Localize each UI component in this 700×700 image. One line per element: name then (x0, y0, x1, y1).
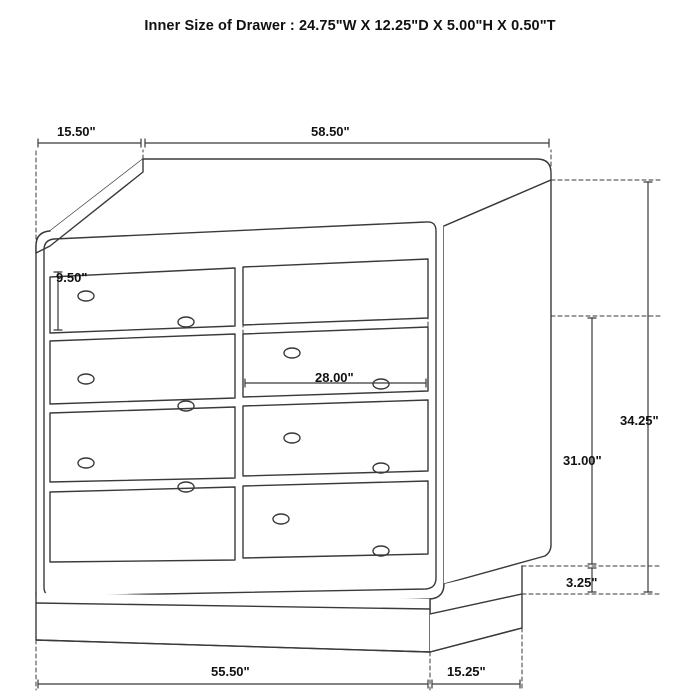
label-drawer-front-width: 28.00" (315, 370, 354, 385)
page-title: Inner Size of Drawer : 24.75"W X 12.25"D X 5.00"H X 0.50"T (144, 18, 556, 34)
label-base-depth: 15.25" (447, 664, 486, 679)
dresser-side-panel (444, 180, 551, 584)
label-body-height: 31.00" (563, 453, 602, 468)
dresser-front-panel (36, 213, 444, 606)
label-base-height: 3.25" (566, 575, 598, 590)
dresser-base (36, 593, 430, 652)
label-top-depth: 15.50" (57, 124, 96, 139)
label-overall-height: 34.25" (620, 413, 659, 428)
label-drawer-front-height: 9.50" (56, 270, 88, 285)
label-top-width: 58.50" (311, 124, 350, 139)
label-base-width: 55.50" (211, 664, 250, 679)
